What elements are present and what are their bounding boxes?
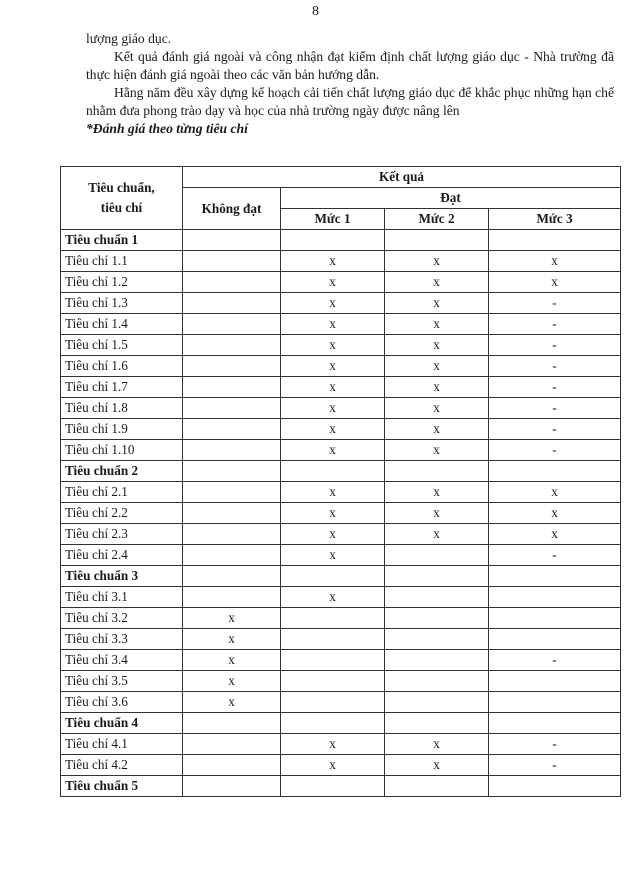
criterion-row: [61, 251, 621, 272]
mark-level-3: -: [489, 335, 621, 356]
criterion-row: [61, 650, 621, 671]
mark-level-2: x: [385, 251, 489, 272]
mark-level-1: x: [281, 314, 385, 335]
mark-level-2: [385, 629, 489, 650]
mark-level-2: x: [385, 272, 489, 293]
mark-not-achieved: [183, 398, 281, 419]
standard-row: [61, 230, 621, 251]
mark-level-1: x: [281, 524, 385, 545]
standard-label: Tiêu chuẩn 3: [61, 566, 183, 587]
mark-level-1: [281, 461, 385, 482]
mark-not-achieved: [183, 440, 281, 461]
mark-level-3: x: [489, 503, 621, 524]
mark-level-3: [489, 461, 621, 482]
mark-level-1: x: [281, 377, 385, 398]
mark-not-achieved: [183, 356, 281, 377]
mark-level-2: [385, 587, 489, 608]
mark-level-3: [489, 608, 621, 629]
mark-level-1: x: [281, 545, 385, 566]
mark-level-3: [489, 776, 621, 797]
mark-level-2: [385, 566, 489, 587]
mark-level-3: [489, 671, 621, 692]
mark-level-3: x: [489, 272, 621, 293]
mark-level-1: [281, 629, 385, 650]
paragraph-3: Hằng năm đều xây dựng kế hoạch cải tiến chất lượng giáo dục để khắc phục những hạn chế nhằm đưa phong trào dạy và học của nhà trường ngày được nâng lên: [86, 85, 614, 118]
mark-level-3: -: [489, 545, 621, 566]
mark-level-2: [385, 671, 489, 692]
mark-level-2: x: [385, 398, 489, 419]
header-level-1: Mức 1: [281, 209, 385, 230]
criterion-label: Tiêu chí 3.4: [61, 650, 183, 671]
mark-level-3: x: [489, 482, 621, 503]
mark-not-achieved: [183, 713, 281, 734]
mark-not-achieved: x: [183, 650, 281, 671]
criterion-row: [61, 587, 621, 608]
paragraph-1: lượng giáo dục.: [86, 31, 172, 46]
mark-level-3: -: [489, 377, 621, 398]
mark-level-1: x: [281, 356, 385, 377]
mark-not-achieved: x: [183, 671, 281, 692]
mark-not-achieved: [183, 230, 281, 251]
mark-level-2: x: [385, 335, 489, 356]
mark-level-2: x: [385, 356, 489, 377]
mark-not-achieved: [183, 461, 281, 482]
criterion-label: Tiêu chí 3.6: [61, 692, 183, 713]
mark-level-1: [281, 566, 385, 587]
criterion-label: Tiêu chí 2.3: [61, 524, 183, 545]
header-result: Kết quả: [183, 167, 621, 188]
mark-not-achieved: [183, 566, 281, 587]
mark-level-2: [385, 692, 489, 713]
mark-level-2: x: [385, 440, 489, 461]
mark-level-2: x: [385, 524, 489, 545]
mark-level-1: x: [281, 398, 385, 419]
criterion-row: [61, 692, 621, 713]
mark-not-achieved: x: [183, 692, 281, 713]
mark-level-2: [385, 545, 489, 566]
mark-not-achieved: [183, 419, 281, 440]
criterion-label: Tiêu chí 1.5: [61, 335, 183, 356]
mark-not-achieved: [183, 335, 281, 356]
mark-level-3: [489, 692, 621, 713]
paragraph-2: Kết quả đánh giá ngoài và công nhận đạt kiểm định chất lượng giáo dục - Nhà trường đã thực hiện đánh giá ngoài theo các văn bản hướng dẫn.: [86, 49, 614, 82]
mark-level-2: x: [385, 482, 489, 503]
criterion-row: [61, 335, 621, 356]
mark-not-achieved: [183, 272, 281, 293]
criterion-row: [61, 440, 621, 461]
criterion-row: [61, 314, 621, 335]
mark-level-1: [281, 692, 385, 713]
criterion-label: Tiêu chí 1.1: [61, 251, 183, 272]
mark-level-1: x: [281, 440, 385, 461]
criterion-label: Tiêu chí 1.2: [61, 272, 183, 293]
body-text: [86, 30, 614, 138]
mark-level-3: -: [489, 755, 621, 776]
mark-not-achieved: [183, 293, 281, 314]
criterion-row: [61, 356, 621, 377]
standard-label: Tiêu chuẩn 4: [61, 713, 183, 734]
standard-row: [61, 713, 621, 734]
header-level-3: Mức 3: [489, 209, 621, 230]
mark-level-2: [385, 608, 489, 629]
mark-not-achieved: [183, 524, 281, 545]
mark-level-2: x: [385, 503, 489, 524]
criterion-label: Tiêu chí 1.9: [61, 419, 183, 440]
criterion-row: [61, 377, 621, 398]
mark-level-3: -: [489, 734, 621, 755]
criterion-label: Tiêu chí 2.1: [61, 482, 183, 503]
mark-level-2: x: [385, 377, 489, 398]
criterion-label: Tiêu chí 4.1: [61, 734, 183, 755]
mark-not-achieved: [183, 314, 281, 335]
mark-level-3: -: [489, 398, 621, 419]
mark-not-achieved: x: [183, 629, 281, 650]
criterion-label: Tiêu chí 4.2: [61, 755, 183, 776]
mark-level-3: [489, 713, 621, 734]
page-number: 8: [312, 4, 319, 19]
criterion-label: Tiêu chí 1.4: [61, 314, 183, 335]
criterion-label: Tiêu chí 2.4: [61, 545, 183, 566]
mark-level-1: [281, 230, 385, 251]
mark-not-achieved: [183, 776, 281, 797]
mark-level-3: -: [489, 356, 621, 377]
mark-level-2: x: [385, 419, 489, 440]
criterion-row: [61, 482, 621, 503]
mark-level-3: x: [489, 524, 621, 545]
standard-row: [61, 776, 621, 797]
mark-level-2: [385, 230, 489, 251]
mark-not-achieved: x: [183, 608, 281, 629]
mark-not-achieved: [183, 377, 281, 398]
criterion-label: Tiêu chí 3.2: [61, 608, 183, 629]
mark-level-3: -: [489, 650, 621, 671]
criterion-label: Tiêu chí 1.8: [61, 398, 183, 419]
mark-level-3: [489, 629, 621, 650]
mark-level-1: [281, 650, 385, 671]
criterion-row: [61, 524, 621, 545]
criterion-label: Tiêu chí 1.7: [61, 377, 183, 398]
criterion-label: Tiêu chí 3.5: [61, 671, 183, 692]
mark-level-3: [489, 587, 621, 608]
mark-level-2: [385, 650, 489, 671]
mark-level-3: -: [489, 440, 621, 461]
table-body: [61, 230, 621, 797]
mark-level-1: x: [281, 251, 385, 272]
mark-not-achieved: [183, 587, 281, 608]
criterion-row: [61, 629, 621, 650]
mark-level-2: [385, 461, 489, 482]
criterion-label: Tiêu chí 1.6: [61, 356, 183, 377]
header-achieved: Đạt: [281, 188, 621, 209]
mark-level-1: x: [281, 335, 385, 356]
criterion-row: [61, 272, 621, 293]
mark-level-1: [281, 671, 385, 692]
criterion-row: [61, 419, 621, 440]
mark-not-achieved: [183, 734, 281, 755]
standard-row: [61, 461, 621, 482]
criterion-row: [61, 671, 621, 692]
criterion-row: [61, 398, 621, 419]
mark-level-1: x: [281, 734, 385, 755]
standard-row: [61, 566, 621, 587]
mark-level-3: -: [489, 293, 621, 314]
standard-label: Tiêu chuẩn 1: [61, 230, 183, 251]
mark-not-achieved: [183, 482, 281, 503]
mark-level-1: [281, 713, 385, 734]
criterion-row: [61, 734, 621, 755]
mark-level-3: [489, 230, 621, 251]
criterion-row: [61, 503, 621, 524]
mark-level-3: [489, 566, 621, 587]
header-criteria: Tiêu chuẩn, tiêu chí: [61, 167, 183, 230]
mark-level-2: [385, 713, 489, 734]
section-title: *Đánh giá theo từng tiêu chí: [86, 121, 248, 136]
mark-level-1: x: [281, 272, 385, 293]
mark-not-achieved: [183, 545, 281, 566]
criterion-label: Tiêu chí 1.10: [61, 440, 183, 461]
standard-label: Tiêu chuẩn 2: [61, 461, 183, 482]
criterion-row: [61, 545, 621, 566]
mark-level-1: x: [281, 587, 385, 608]
mark-level-3: x: [489, 251, 621, 272]
mark-level-1: x: [281, 293, 385, 314]
mark-level-2: x: [385, 293, 489, 314]
mark-level-2: x: [385, 755, 489, 776]
mark-not-achieved: [183, 503, 281, 524]
criterion-label: Tiêu chí 3.1: [61, 587, 183, 608]
mark-level-1: x: [281, 482, 385, 503]
mark-not-achieved: [183, 755, 281, 776]
mark-level-2: x: [385, 734, 489, 755]
mark-level-3: -: [489, 419, 621, 440]
mark-not-achieved: [183, 251, 281, 272]
criteria-evaluation-table: [60, 166, 621, 797]
header-not-achieved: Không đạt: [183, 188, 281, 230]
mark-level-2: x: [385, 314, 489, 335]
mark-level-1: x: [281, 419, 385, 440]
criterion-label: Tiêu chí 1.3: [61, 293, 183, 314]
mark-level-3: -: [489, 314, 621, 335]
criterion-label: Tiêu chí 3.3: [61, 629, 183, 650]
standard-label: Tiêu chuẩn 5: [61, 776, 183, 797]
mark-level-1: [281, 608, 385, 629]
mark-level-2: [385, 776, 489, 797]
mark-level-1: x: [281, 755, 385, 776]
header-level-2: Mức 2: [385, 209, 489, 230]
criterion-row: [61, 293, 621, 314]
criterion-row: [61, 755, 621, 776]
criterion-row: [61, 608, 621, 629]
criterion-label: Tiêu chí 2.2: [61, 503, 183, 524]
mark-level-1: x: [281, 503, 385, 524]
mark-level-1: [281, 776, 385, 797]
